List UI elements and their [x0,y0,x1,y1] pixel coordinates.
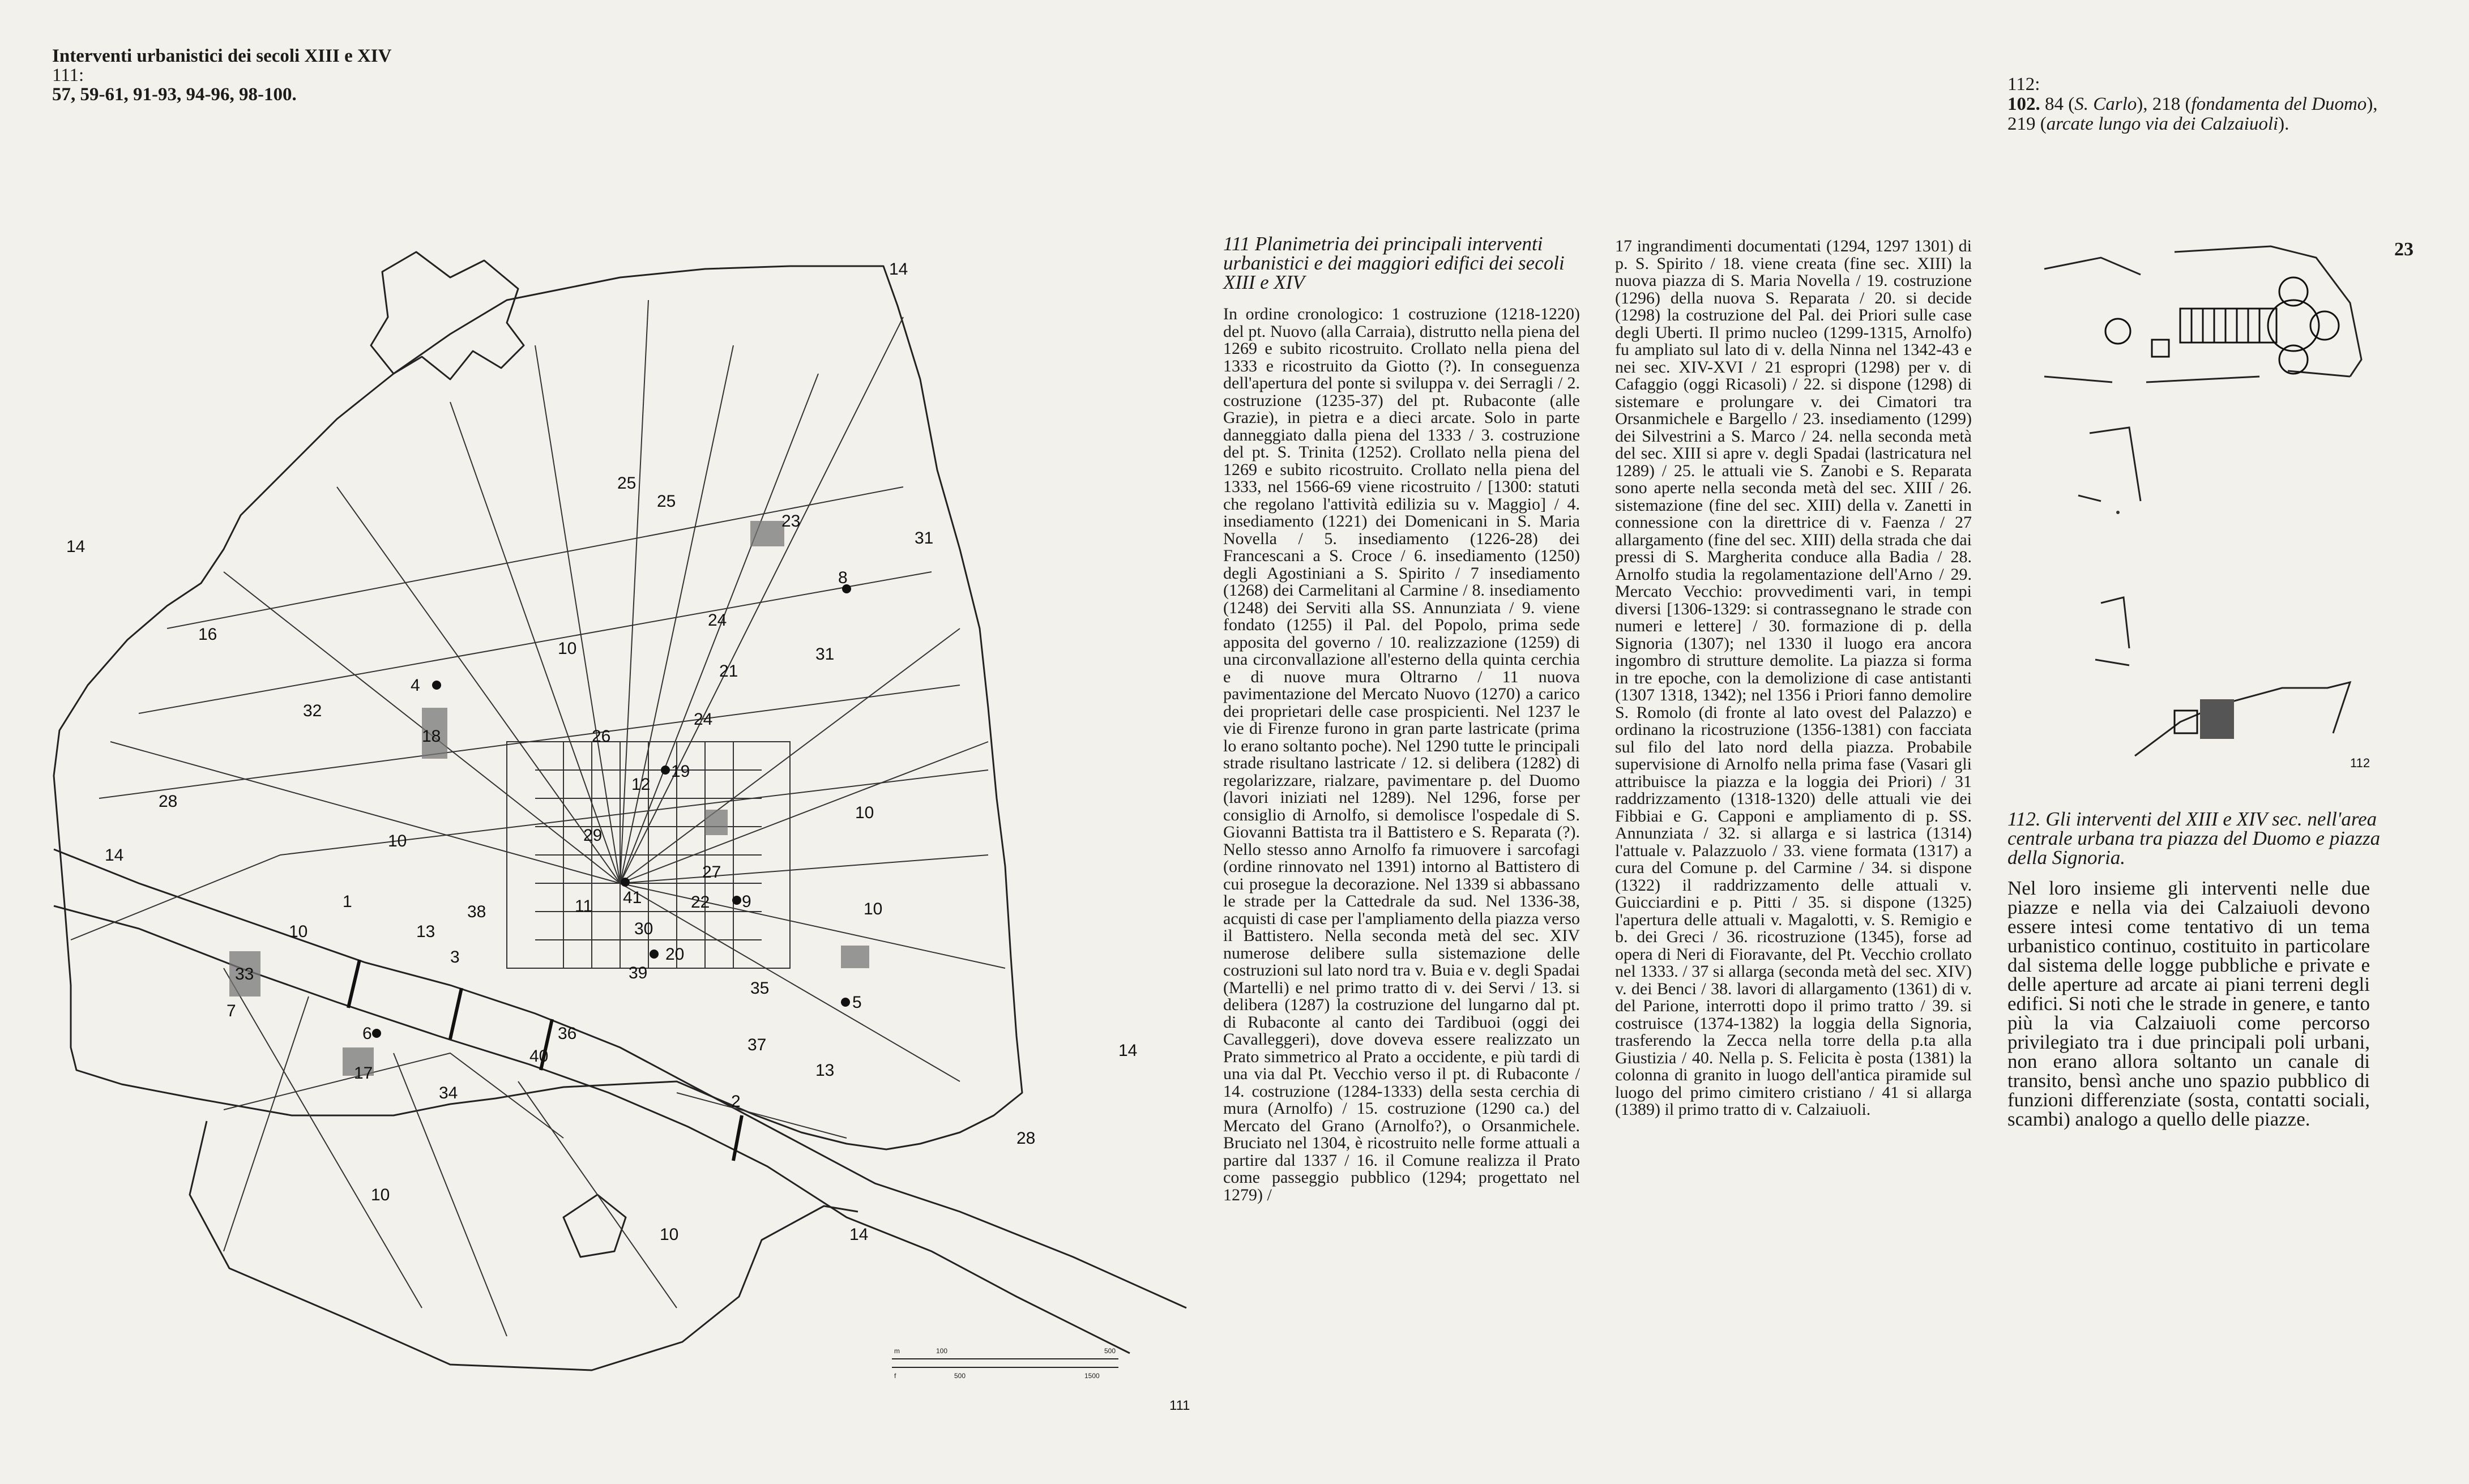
map-label: 19 [671,762,690,781]
ref-part: 84 ( [2040,94,2075,114]
figure-111-caption: 111 Planimetria dei principali interventi urbanistici e dei maggiori edifici dei secoli XIII e XIV [1223,233,1565,293]
map-label: 37 [747,1036,767,1054]
text-column-2: 17 ingrandimenti documentati (1294, 1297 1301) di p. S. Spirito / 18. viene creata (fine sec. XIII) la nuova piazza di S. Maria Novella / 19. costruzione (1296) della nuova S. Reparata / 20. si decide (1298) la costruzione del Pal. dei Priori sulle case degli Uberti. Il primo nucleo (1299-1315, Arnolfo) fu ampliato sul lato di v. della Ninna nel 1342-43 e nei sec. XIV-XVI / 21 espropri (1298) per v. di Cafaggio (oggi Ricasoli) / 22. si dispone (1298) di sistemare e prolungare v. dei Cimatori tra Orsanmichele e Bargello / 23. insediamento (1299) dei Silvestrini a S. Marco / 24. nella seconda metà del sec. XIII si apre v. degli Spadai (lastricatura nel 1289) / 25. le attuali vie S. Zanobi e S. Reparata sono aperte nella seconda metà del sec. XIII / 26. sistemazione (fine del sec. XIII) della v. Zanetti in connessione con la direttrice di v. Faenza / 27 allargamento (fine del sec. XIII) della strada che dai pressi di S. Margherita conduce alla Badia / 28. Arnolfo studia la regolamentazione dell'Arno / 29. Mercato Vecchio: provvedimenti vari, in tempi diversi [1306-1329: si contrassegnano le strade con numeri e lettere] / 30. formazione di p. della Signoria (1307); nel 1330 il luogo era ancora ingombro di strutture demolite. La piazza si forma in tre epoche, con la demolizione di case antistanti (1307 1318, 1342); nel 1356 i Priori fanno demolire S. Romolo (di fronte al lato ovest del Palazzo) e ordinano la ricostruzione (1356-1381) con facciata sul filo del lato nord della piazza. Probabile supervisione di Arnolfo nella prima fase (Vasari gli attribuisce la piazza e la loggia dei Priori) / 31 raddrizzamento (1318-1320) delle attuali vie dei Fibbiai e G. Capponi e ampliamento di p. SS. Annunziata / 32. si allarga e si lastrica (1314) l'attuale v. Palazzuolo / 33. viene formata (1317) a cura del Comune p. del Carmine / 34. si dispone (1322) il raddrizzamento delle attuali v. Guicciardini e p. Pitti / 35. si dispone (1325) l'apertura delle attuali v. Magalotti, v. S. Remigio e b. dei Greci / 36. ricostruzione (1345), forse ad opera di Neri di Fioravante, del Pt. Vecchio crollato nel 1333. / 37 si allarga (seconda metà del sec. XIV) v. dei Benci / 38. lavori di allargamento (1361) di v. del Parione, interrotti dopo il primo tratto / 39. si costruisce (1374-1382) la loggia della Signoria, trasferendo la Zecca nella torre della p.ta alla Giustizia / 40. Nella p. S. Felicita è posta (1381) la colonna di granito in luogo dell'antica piramide sul luogo del primo cimitero cristiano / 41 si allarga (1389) il primo tratto di v. Calzaiuoli. [1615,237,1972,1119]
ref-italic: arcate lungo via dei Calzaiuoli [2046,114,2279,134]
map-label: 22 [691,893,710,912]
ref-label-111: 111: [52,65,84,85]
section-title: Interventi urbanistici dei secoli XIII e XIV [52,46,392,66]
map-label: 28 [159,792,178,811]
scale-tick: 1500 [1084,1372,1100,1380]
map-label: 10 [371,1186,390,1204]
map-number-labels [66,260,1137,1244]
cathedral-plan [2105,277,2339,374]
map-label: 8 [838,568,848,587]
map-label: 14 [1118,1041,1138,1060]
ref-part: ). [2278,114,2289,134]
figure-112-number: 112 [2350,756,2370,770]
ref-list-111: 57, 59-61, 91-93, 94-96, 98-100. [52,84,297,105]
map-label: 14 [105,846,124,865]
map-label: 35 [750,979,770,998]
map-label: 13 [815,1061,835,1080]
scale-tick: 500 [1104,1347,1116,1355]
map-label: 11 [575,897,593,916]
map-label: 6 [362,1024,372,1043]
map-label: 2 [731,1092,741,1111]
scale-unit-m: m [894,1347,900,1355]
map-label: 5 [852,993,862,1012]
map-label: 33 [235,965,254,983]
text-column-3: Nel loro insieme gli interventi nelle due piazze e nella via dei Calzaiuoli devono essere intesi come tentativo di un tema urbanistico continuo, costituito in particolare dal sistema delle logge pubbliche e private e delle aperture ad arcate ai piani terreni degli edifici. Si noti che le strade in genere, e tanto più la via Calzaiuoli come percorso privilegiato tra i due principali poli urbani, non erano allora soltanto un canale di transito, bensì anche uno spazio pubblico di funzioni differenziate (sosta, contatti sociali, scambi) analogo a quello delle piazze. [2007,877,2370,1130]
scale-bar [892,1359,1118,1367]
map-label: 14 [849,1225,869,1244]
landmark-dots [372,584,851,1038]
map-label: 30 [634,920,653,938]
map-label: 7 [227,1002,236,1020]
map-label: 10 [864,900,883,918]
city-walls [54,252,1022,1370]
city-plan-map [54,232,1190,1413]
map-label: 26 [592,727,611,746]
ref-number: 102. [2007,94,2040,114]
ref-label-112: 112: [2007,74,2040,95]
scale-labels [894,1347,1116,1380]
text-column-1: In ordine cronologico: 1 costruzione (1218-1220) del pt. Nuovo (alla Carraia), distrutto nella piena del 1269 e subito ricostruito. Crollato nella piena del 1333 e ricostruito da Giotto (?). In conseguenza dell'apertura del ponte si sviluppa v. dei Serragli / 2. costruzione (1235-37) del pt. Rubaconte (alle Grazie), in pietra e a dieci arcate. Solo in parte danneggiato dalla piena del 1333 / 3. costruzione del pt. S. Trinita (1252). Crollato nella piena del 1269 e subito ricostruito. Crollato nella piena del 1333, nel 1566-69 viene ricostruito / [1300: statuti che regolano l'attività edilizia su v. Maggio] / 4. insediamento (1221) dei Domenicani in S. Maria Novella / 5. insediamento (1226-28) dei Francescani a S. Croce / 6. insediamento (1250) degli Agostiniani a S. Spirito / 7 insediamento (1268) dei Carmelitani al Carmine / 8. insediamento (1248) dei Serviti alla SS. Annunziata / 9. viene fondato (1255) il Pal. del Popolo, prima sede apposita del governo / 10. realizzazione (1259) di una circonvallazione all'esterno della quinta cerchia e di nuove mura Oltrarno / 11 nuova pavimentazione del Mercato Nuovo (1270) a carico dei proprietari delle case prospicienti. Nel 1237 le vie di Firenze furono in gran parte lastricate (prima lo erano soltanto poche). Nel 1290 tutte le principali strade risultano lastricate / 12. si delibera (1282) di regolarizzare, rialzare, pavimentare p. del Duomo (lavori iniziati nel 1289). Nel 1296, forse per consiglio di Arnolfo, si demolisce l'ospedale di S. Giovanni Battista tra il Battistero e S. Reparata (?). Nello stesso anno Arnolfo fa rimuovere i sarcofagi (ordine rinnovato nel 1391) intorno al Battistero di cui prosegue la decorazione. Nel 1339 si abbassano le strade per la Cattedrale da sud. Nel 1336-38, acquisti di case per l'ampliamento della piazza verso il Battistero. Nella seconda metà del sec. XIV numerose delibere sulla sistemazione delle costruzioni sul lato nord tra v. Buia e v. degli Spadai (Martelli) e nel primo tratto di v. dei Servi / 13. si delibera (1287) la costruzione del lungarno dal pt. di Rubaconte al canto dei Tardibuoi (oggi dei Cavalleggeri), dove doveva essere realizzato un Prato simmetrico al Prato a occidente, e più tardi di una via dal Pt. Vecchio verso il pt. di Rubaconte / 14. costruzione (1284-1333) della sesta cerchia di mura (Arnolfo) / 15. costruzione (1290 ca.) del Mercato del Grano (Arnolfo?), o Orsanmichele. Bruciato nel 1304, è ricostruito nelle forme attuali a partire dal 1337 / 16. il Comune realizza il Prato come passeggio pubblico (1294; progettato nel 1279) / [1223,305,1580,1204]
map-label: 40 [529,1047,549,1066]
map-label: 27 [702,863,721,882]
scale-tick: 500 [954,1372,966,1380]
map-label: 12 [631,775,651,794]
map-label: 17 [354,1064,373,1083]
map-label: 23 [781,512,801,531]
map-label: 10 [289,922,308,941]
map-label: 39 [629,964,648,982]
map-label: 34 [439,1084,458,1102]
signoria-detail [2116,511,2234,739]
map-label: 31 [915,529,934,548]
figure-112-caption: 112. Gli interventi del XIII e XIV sec. nell'area centrale urbana tra piazza del Duomo e piazza della Signoria. [2007,808,2381,869]
map-label: 41 [623,888,642,907]
map-label: 10 [388,832,407,850]
map-label: 29 [583,826,603,845]
map-label: 16 [198,625,217,644]
central-area-detail-plan [2033,235,2373,773]
map-label: 21 [719,662,738,681]
map-label: 10 [855,803,874,822]
ref-italic: fondamenta del Duomo [2191,94,2367,114]
page-number: 23 [2394,239,2414,260]
map-label: 32 [303,702,322,720]
map-label: 24 [694,710,713,729]
map-label: 38 [467,903,486,921]
scale-unit-f: f [894,1372,896,1380]
map-label: 24 [708,611,727,630]
map-label: 9 [742,892,751,911]
map-label: 10 [660,1225,679,1244]
header-right [2007,75,2381,134]
map-label: 10 [558,639,577,658]
map-label: 14 [889,260,908,279]
map-label: 25 [617,474,637,493]
ref-italic: S. Carlo [2074,94,2137,114]
ref-part: ), 219 ( [2007,94,2378,134]
map-label: 20 [665,945,685,964]
ref-part: ), 218 ( [2137,94,2192,114]
map-label: 18 [422,727,441,746]
figure-111-number: 111 [1169,1398,1190,1413]
map-label: 36 [558,1024,577,1043]
map-label: 1 [343,892,352,911]
header-left [52,46,460,104]
map-label: 31 [815,645,835,664]
map-label: 13 [416,922,435,941]
scale-tick: 100 [936,1347,948,1355]
map-label: 4 [411,676,420,695]
map-label: 14 [66,537,86,556]
map-label: 25 [657,492,676,511]
map-label: 3 [450,948,460,966]
ref-text-112 [2007,95,2381,134]
map-label: 28 [1016,1129,1036,1148]
